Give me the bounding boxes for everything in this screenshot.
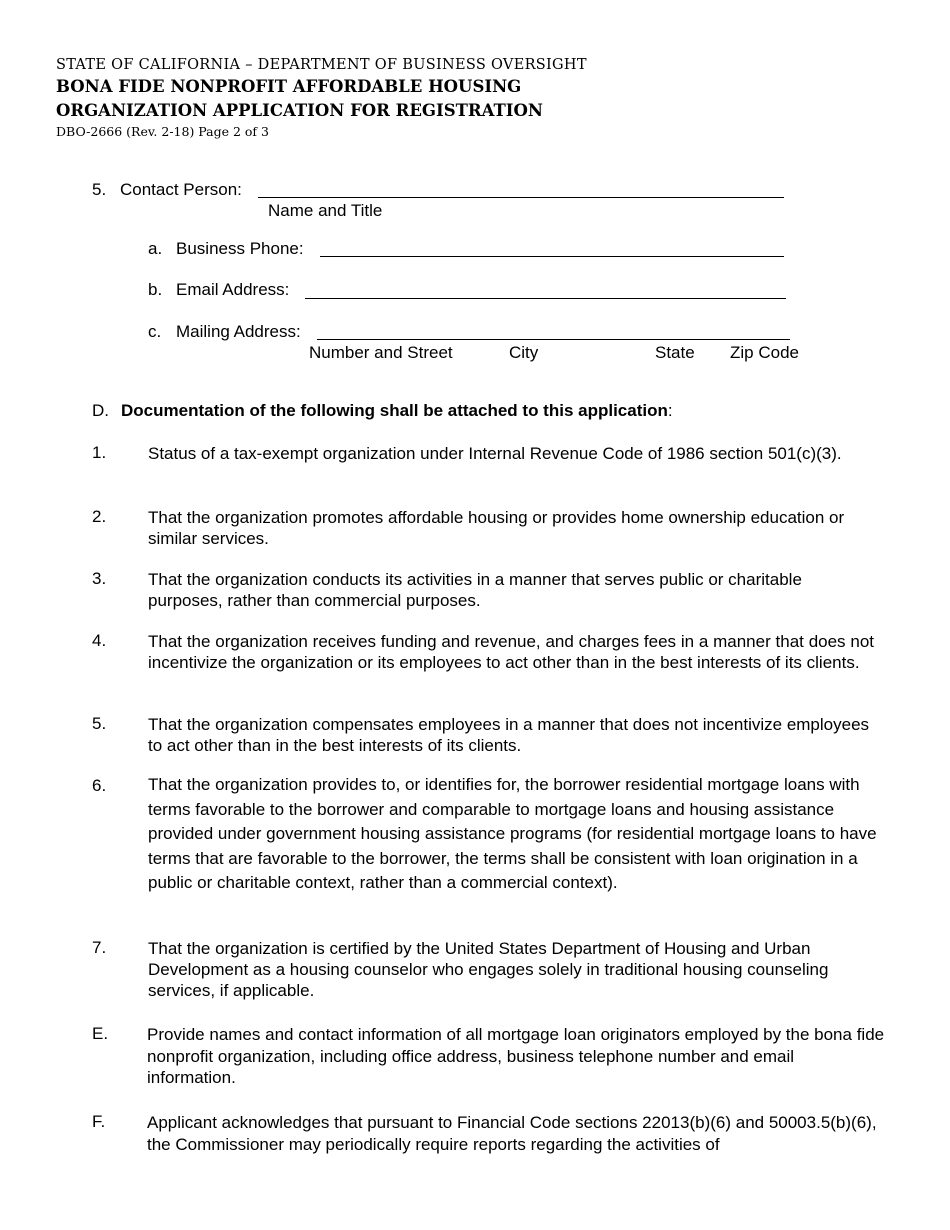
state-sublabel: State [655, 343, 695, 362]
email-letter: b. [148, 280, 163, 299]
item-number: 5. [92, 714, 107, 733]
section-e-text: Provide names and contact information of all mortgage loan originators employed by the bona fide nonprofit organization, including office address, business telephone number and email information. [147, 1025, 885, 1087]
form-id: DBO-2666 (Rev. 2-18) Page 2 of 3 [56, 124, 269, 139]
mail-letter: c. [148, 322, 162, 341]
agency-name: STATE OF CALIFORNIA – DEPARTMENT OF BUSINESS OVERSIGHT [56, 57, 587, 73]
zip-sublabel: Zip Code [730, 343, 799, 362]
item-text: That the organization promotes affordable housing or provides home ownership education or similar services. [148, 508, 845, 548]
item-number: 4. [92, 631, 107, 650]
item-number: 1. [92, 443, 107, 462]
form-title-line1: BONA FIDE NONPROFIT AFFORDABLE HOUSING [56, 77, 522, 96]
item-text: Status of a tax-exempt organization under Internal Revenue Code of 1986 section 501(c)(3). [148, 444, 842, 463]
contact-number: 5. [92, 180, 107, 199]
item-number: 6. [92, 776, 107, 795]
section-d-heading-text: Documentation of the following shall be attached to this application [121, 401, 668, 420]
item-text: That the organization receives funding and revenue, and charges fees in a manner that does not incentivize the organization or its employees to act other than in the best interests of its clients. [148, 632, 874, 672]
section-d-heading-colon: : [667, 401, 673, 420]
item-text: That the organization provides to, or identifies for, the borrower residential mortgage loans with terms favorable to the borrower and comparable to mortgage loans and housing assistance provided under government housing assistance programs (for residential mortgage loans to have terms that are favorable to the borrower, the terms shall be consistent with loan origination in a public or charitable context, rather than a commercial context). [148, 775, 877, 892]
email-address-field[interactable] [305, 298, 786, 299]
phone-letter: a. [148, 239, 163, 258]
contact-person-sublabel: Name and Title [268, 201, 383, 220]
item-number: 7. [92, 938, 107, 957]
item-number: 2. [92, 507, 107, 526]
business-phone-label: Business Phone: [176, 239, 304, 258]
city-sublabel: City [509, 343, 539, 362]
section-f-text: Applicant acknowledges that pursuant to Financial Code sections 22013(b)(6) and 50003.5(b)(6), the Commissioner may periodically require reports regarding the activities of [147, 1113, 877, 1154]
street-sublabel: Number and Street [309, 343, 453, 362]
section-f-letter: F. [92, 1112, 106, 1131]
item-text: That the organization is certified by the United States Department of Housing and Urban Development as a housing counselor who engages solely in traditional housing counseling services, if applicable. [148, 939, 829, 1000]
mailing-address-field[interactable] [317, 339, 790, 340]
section-d-letter: D. [92, 401, 109, 420]
business-phone-field[interactable] [320, 256, 784, 257]
email-address-label: Email Address: [176, 280, 290, 299]
contact-person-field[interactable] [258, 197, 784, 198]
section-d-heading [121, 401, 673, 421]
item-text: That the organization conducts its activities in a manner that serves public or charitable purposes, rather than commercial purposes. [148, 570, 802, 610]
form-title-line2: ORGANIZATION APPLICATION FOR REGISTRATION [56, 101, 543, 120]
section-e-letter: E. [92, 1024, 109, 1043]
mailing-address-label: Mailing Address: [176, 322, 301, 341]
item-number: 3. [92, 569, 107, 588]
contact-person-label: Contact Person: [120, 180, 242, 199]
item-text: That the organization compensates employees in a manner that does not incentivize employees to act other than in the best interests of its clients. [148, 715, 870, 755]
